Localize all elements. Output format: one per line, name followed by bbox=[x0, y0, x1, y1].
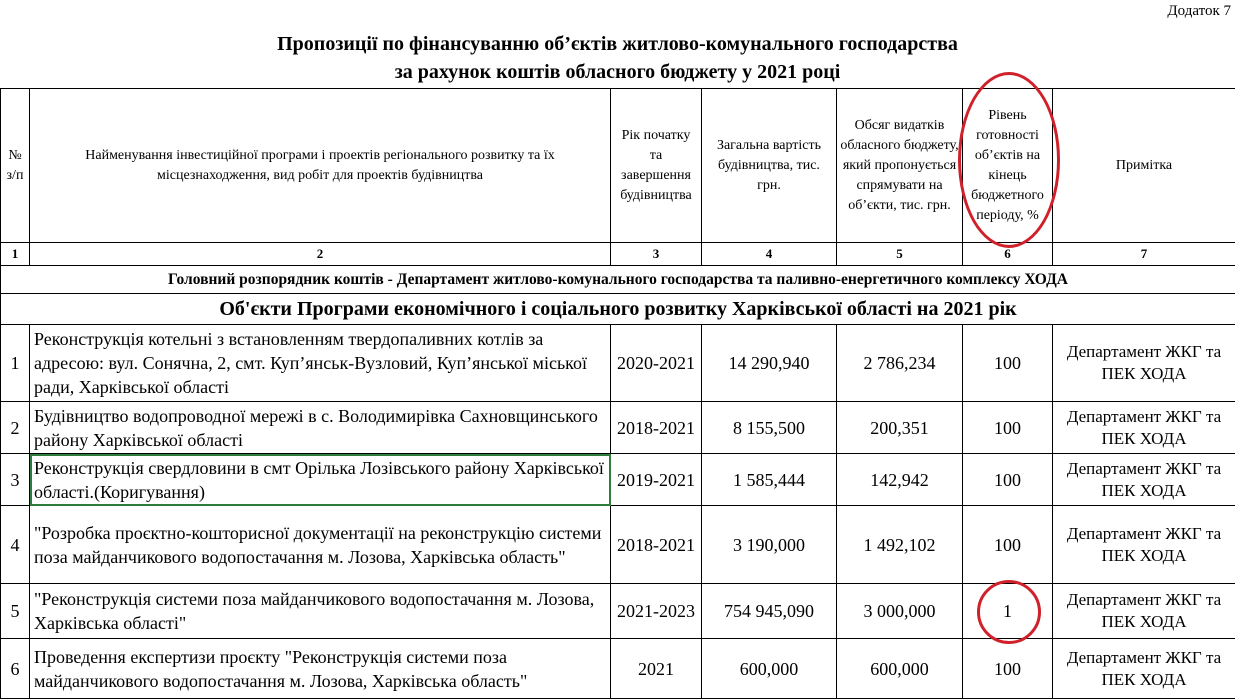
section-row-manager bbox=[1, 266, 1235, 294]
row-volume[interactable]: 2 786,234 bbox=[837, 325, 963, 402]
row-total[interactable]: 1 585,444 bbox=[702, 454, 837, 506]
section-program[interactable]: Об'єкти Програми економічного і соціального розвитку Харківської області на 2021 рік bbox=[1, 294, 1235, 325]
section-manager[interactable]: Головний розпорядник коштів - Департамент житлово-комунального господарства та паливно-енергетичного комплексу ХОДА bbox=[1, 266, 1235, 294]
row-note[interactable]: Департамент ЖКГ та ПЕК ХОДА bbox=[1053, 506, 1235, 584]
column-number[interactable]: 1 bbox=[1, 243, 30, 266]
row-total[interactable]: 600,000 bbox=[702, 639, 837, 699]
row-number[interactable]: 3 bbox=[1, 454, 30, 506]
column-number-row bbox=[1, 243, 1235, 266]
row-note[interactable]: Департамент ЖКГ та ПЕК ХОДА bbox=[1053, 454, 1235, 506]
table-row bbox=[1, 325, 1235, 402]
row-volume[interactable]: 1 492,102 bbox=[837, 506, 963, 584]
row-total[interactable]: 14 290,940 bbox=[702, 325, 837, 402]
row-readiness[interactable]: 100 bbox=[963, 506, 1053, 584]
table-row bbox=[1, 639, 1235, 699]
row-number[interactable]: 4 bbox=[1, 506, 30, 584]
header-row bbox=[1, 89, 1235, 243]
row-years[interactable]: 2020-2021 bbox=[611, 325, 702, 402]
row-name[interactable]: "Розробка проєктно-кошторисної документації на реконструкцію системи поза майданчикового водопостачання м. Лозова, Харківська область" bbox=[30, 506, 611, 584]
row-note[interactable]: Департамент ЖКГ та ПЕК ХОДА bbox=[1053, 639, 1235, 699]
row-note[interactable]: Департамент ЖКГ та ПЕК ХОДА bbox=[1053, 325, 1235, 402]
row-total[interactable]: 3 190,000 bbox=[702, 506, 837, 584]
header-name[interactable]: Найменування інвестиційної програми і проектів регіонального розвитку та їх місцезнаходження, вид робіт для проектів будівництва bbox=[30, 89, 611, 243]
row-note[interactable]: Департамент ЖКГ та ПЕК ХОДА bbox=[1053, 402, 1235, 454]
row-years[interactable]: 2018-2021 bbox=[611, 402, 702, 454]
header-years[interactable]: Рік початку та завершення будівництва bbox=[611, 89, 702, 243]
row-number[interactable]: 5 bbox=[1, 584, 30, 639]
header-no[interactable]: № з/п bbox=[1, 89, 30, 243]
column-number[interactable]: 2 bbox=[30, 243, 611, 266]
row-readiness[interactable]: 100 bbox=[963, 639, 1053, 699]
row-number[interactable]: 1 bbox=[1, 325, 30, 402]
row-years[interactable]: 2021 bbox=[611, 639, 702, 699]
table-row bbox=[1, 584, 1235, 639]
row-note[interactable]: Департамент ЖКГ та ПЕК ХОДА bbox=[1053, 584, 1235, 639]
row-number[interactable]: 6 bbox=[1, 639, 30, 699]
column-number[interactable]: 6 bbox=[963, 243, 1053, 266]
row-readiness[interactable]: 100 bbox=[963, 325, 1053, 402]
appendix-label: Додаток 7 bbox=[1167, 3, 1231, 19]
column-number[interactable]: 4 bbox=[702, 243, 837, 266]
document-title-line-1: Пропозиції по фінансуванню об’єктів житлово-комунального господарства bbox=[277, 33, 958, 55]
row-total[interactable]: 8 155,500 bbox=[702, 402, 837, 454]
row-years[interactable]: 2018-2021 bbox=[611, 506, 702, 584]
row-volume[interactable]: 200,351 bbox=[837, 402, 963, 454]
row-years[interactable]: 2019-2021 bbox=[611, 454, 702, 506]
column-number[interactable]: 7 bbox=[1053, 243, 1235, 266]
table-row bbox=[1, 402, 1235, 454]
row-name[interactable]: Проведення експертизи проєкту "Реконструкція системи поза майданчикового водопостачання м. Лозова, Харківська область" bbox=[30, 639, 611, 699]
row-volume[interactable]: 600,000 bbox=[837, 639, 963, 699]
column-number[interactable]: 5 bbox=[837, 243, 963, 266]
column-number[interactable]: 3 bbox=[611, 243, 702, 266]
header-total[interactable]: Загальна вартість будівництва, тис. грн. bbox=[702, 89, 837, 243]
header-note[interactable]: Примітка bbox=[1053, 89, 1235, 243]
header-volume[interactable]: Обсяг видатків обласного бюджету, який пропонується спрямувати на об’єкти, тис. грн. bbox=[837, 89, 963, 243]
row-years[interactable]: 2021-2023 bbox=[611, 584, 702, 639]
document-title-line-2: за рахунок коштів обласного бюджету у 2021 році bbox=[394, 61, 841, 83]
section-row-program bbox=[1, 294, 1235, 325]
row-number[interactable]: 2 bbox=[1, 402, 30, 454]
row-name-selected-cell[interactable]: Реконструкція свердловини в смт Орілька Лозівського району Харківської області.(Коригування) bbox=[30, 454, 611, 506]
row-volume[interactable]: 3 000,000 bbox=[837, 584, 963, 639]
row-readiness[interactable]: 100 bbox=[963, 402, 1053, 454]
table-row bbox=[1, 454, 1235, 506]
row-readiness[interactable]: 1 bbox=[963, 584, 1053, 639]
row-volume[interactable]: 142,942 bbox=[837, 454, 963, 506]
table-row bbox=[1, 506, 1235, 584]
row-total[interactable]: 754 945,090 bbox=[702, 584, 837, 639]
row-name[interactable]: Будівництво водопроводної мережі в с. Володимирівка Сахновщинського району Харківської області bbox=[30, 402, 611, 454]
row-name[interactable]: "Реконструкція системи поза майданчикового водопостачання м. Лозова, Харківська області" bbox=[30, 584, 611, 639]
financing-table bbox=[0, 88, 1235, 699]
row-readiness[interactable]: 100 bbox=[963, 454, 1053, 506]
header-readiness[interactable]: Рівень готовності об’єктів на кінець бюджетного періоду, % bbox=[963, 89, 1053, 243]
row-name[interactable]: Реконструкція котельні з встановленням твердопаливних котлів за адресою: вул. Сонячна, 2, смт. Куп’янськ-Вузловий, Куп’янської міської ради, Харківської області bbox=[30, 325, 611, 402]
